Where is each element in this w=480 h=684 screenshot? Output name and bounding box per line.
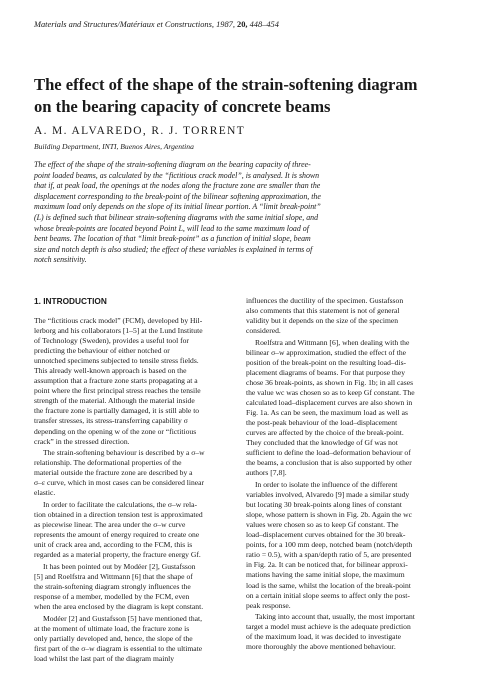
paragraph	[34, 316, 240, 447]
text-line: as piecewise linear. The area under the σ–w curve	[34, 520, 186, 530]
text-line: elastic.	[34, 488, 56, 498]
text-line: curves are affected by the choice of the break-point.	[246, 428, 404, 438]
text-line: more thoroughly the above mentioned behaviour.	[246, 642, 396, 652]
text-line: load whilst the last part of the diagram mainly	[34, 653, 175, 663]
text-line: considered.	[246, 326, 281, 336]
text-line: also comments that this statement is not of general	[246, 306, 400, 316]
paragraph	[34, 562, 240, 612]
abstract-line: displacement corresponding to the break-point of the bilinear softening approximation, the	[34, 191, 321, 201]
paragraph	[34, 500, 240, 560]
abstract-line: that if, at peak load, the openings at the nodes along the fracture zone are smaller than the	[34, 181, 321, 191]
paragraph	[246, 296, 452, 336]
text-line: ratio = 0.5), with a span/depth ratio of 5, are presented	[246, 550, 412, 560]
text-line: authors [7,8].	[246, 468, 287, 478]
text-line: The strain-softening behaviour is described by a σ–w	[43, 448, 205, 458]
text-line: the beams, a conclusion that is also supported by other	[246, 458, 412, 468]
text-line: peak response.	[246, 600, 291, 610]
text-line: response of a member, modelled by the FCM, even	[34, 592, 190, 602]
text-line: first part of the σ–w diagram is essential to the ultimate	[34, 643, 203, 653]
text-line: target a model must achieve is the adequate prediction	[246, 622, 411, 632]
title-line: on the bearing capacity of concrete beams	[34, 97, 331, 116]
text-line: The “fictitious crack model” (FCM), developed by Hil-	[34, 316, 203, 325]
section-heading: 1. INTRODUCTION	[34, 296, 107, 306]
text-line: lerborg and his collaborators [1–5] at the Lund Institute	[34, 326, 203, 336]
text-line: load–displacement curves obtained for the 30 break-	[246, 530, 406, 540]
text-line: mations having the same initial slope, the maximum	[246, 570, 405, 580]
paragraph	[246, 480, 452, 611]
text-line: position of the break-point on the resulting load–dis-	[246, 357, 407, 367]
journal-year: 1987,	[216, 20, 235, 29]
text-line: of the maximum load, it was decided to investigate	[246, 632, 402, 642]
text-line: placement diagrams of beams. For that purpose they	[246, 367, 406, 377]
text-line: This already well-known approach is based on the	[34, 366, 187, 376]
abstract-line: maximum load only depends on the slope of its initial linear portion. A “limit break-point”	[34, 202, 321, 212]
journal-pages: 448–454	[249, 20, 279, 29]
text-line: bilinear σ–w approximation, studied the effect of the	[246, 347, 406, 357]
text-line: transfer stresses, its stress-transferring capability σ	[34, 416, 188, 426]
text-line: variables involved, Alvaredo [9] made a similar study	[246, 490, 410, 500]
text-line: crack” in the stressed direction.	[34, 436, 130, 446]
text-line: unit of crack area and, according to the FCM, this is	[34, 540, 193, 550]
paper-title	[34, 74, 454, 118]
title-line: The effect of the shape of the strain-softening diagram	[34, 75, 418, 94]
text-line: represents the amount of energy required to create one	[34, 530, 200, 540]
text-line: influences the ductility of the specimen. Gustafsson	[246, 296, 404, 305]
abstract-line: whose break-points are located beyond Point L, will lead to the same maximum load of	[34, 223, 309, 233]
left-column	[34, 296, 240, 666]
paragraph	[246, 612, 452, 652]
right-column	[246, 296, 452, 654]
text-line: assumption that a fracture zone starts propagating at a	[34, 376, 198, 386]
authors: A. M. ALVAREDO, R. J. TORRENT	[34, 125, 246, 137]
paragraph	[34, 614, 240, 664]
text-line: points, for a 100 mm deep, notched beam (notch/depth	[246, 540, 413, 550]
text-line: at the moment of ultimate load, the fracture zone is	[34, 623, 190, 633]
text-line: depending on the opening w of the zone or “fictitious	[34, 426, 197, 436]
text-line: the strain-softening diagram strongly influences the	[34, 582, 191, 591]
text-line: They concluded that the knowledge of Gf was not	[246, 438, 398, 448]
journal-volume: 20,	[237, 20, 248, 29]
text-line: when the area enclosed by the diagram is kept constant.	[34, 602, 204, 612]
text-line: in Fig. 2a. It can be noticed that, for bilinear approxi-	[246, 560, 408, 570]
journal-name: Materials and Structures/Matériaux et Constructions	[34, 20, 212, 29]
text-line: the value wc was chosen so as to keep Gf constant. The	[246, 388, 415, 398]
text-line: strength of the material. Although the material inside	[34, 396, 195, 406]
text-line: chose 36 break-points, as shown in Fig. 1b; in all cases	[246, 377, 414, 387]
text-line: the post-peak behaviour of the load–displacement	[246, 418, 398, 428]
text-line: regarded as a material property, the fracture energy Gf.	[34, 550, 201, 560]
affiliation: Building Department, INTI, Buenos Aires, Argentina	[34, 142, 194, 151]
paragraph	[246, 338, 452, 479]
text-line: slope, whose pattern is shown in Fig. 2b. Again the wc	[246, 510, 412, 520]
text-line: sufficient to define the load–deformation behaviour of	[246, 448, 411, 458]
text-line: It has been pointed out by Modéer [2], Gustafsson	[43, 561, 196, 571]
abstract-line: (L) is defined such that bilinear strain-softening diagrams with the same initial slope, and	[34, 212, 319, 222]
text-line: Modéer [2] and Gustafsson [5] have mentioned that,	[43, 613, 203, 623]
text-line: values were chosen so as to keep Gf constant. The	[246, 520, 399, 530]
text-line: point where the first principal stress reaches the tensile	[34, 386, 201, 396]
text-line: but locating 30 break-points along lines of constant	[246, 500, 402, 510]
text-line: Fig. 1a. As can be seen, the maximum load as well as	[246, 408, 408, 418]
text-line: unnotched specimens subjected to tensile stress fields.	[34, 356, 199, 366]
journal-reference: Materials and Structures/Matériaux et Constructions, 1987, 20, 448–454	[34, 20, 279, 29]
text-line: calculated load–displacement curves are also shown in	[246, 398, 413, 408]
text-line: tion obtained in a direction tension test is approximated	[34, 510, 203, 520]
text-line: relationship. The deformational properties of the	[34, 458, 182, 468]
text-line: [5] and Roelfstra and Wittmann [6] that the shape of	[34, 571, 193, 581]
text-line: In order to isolate the influence of the different	[255, 480, 398, 490]
text-line: predicting the behaviour of either notched or	[34, 346, 170, 356]
abstract-line: bent beams. The location of that “limit break-point” as a function of initial slope, beam	[34, 234, 311, 244]
abstract	[34, 160, 448, 266]
text-line: material outside the fracture zone are described by a	[34, 468, 193, 478]
text-line: Taking into account that, usually, the most important	[255, 612, 415, 622]
abstract-line: The effect of the shape of the strain-softening diagram on the bearing capacity of three-	[34, 160, 311, 169]
text-line: σ–ε curve, which in most cases can be considered linear	[34, 478, 205, 488]
text-line: Roelfstra and Wittmann [6], when dealing with the	[255, 337, 410, 347]
abstract-line: point loaded beams, as calculated by the “fictitious crack model”, is analysed. It is shown	[34, 170, 320, 180]
text-line: on a certain initial slope seems to affect only the post-	[246, 590, 410, 600]
text-line: the fracture zone is partially damaged, it is still able to	[34, 406, 200, 416]
text-line: only partially developed and, hence, the slope of the	[34, 633, 193, 643]
text-line: load is the same, whilst the location of the break-point	[246, 580, 411, 590]
paragraph	[34, 448, 240, 498]
text-line: of Technology (Sweden), provides a useful tool for	[34, 336, 189, 346]
abstract-line: notch sensitivity.	[34, 255, 87, 265]
text-line: In order to facilitate the calculations, the σ–w rela-	[43, 500, 198, 510]
abstract-line: size and notch depth is also studied; the effect of these variables is explained in terms of	[34, 244, 313, 254]
text-line: validity but it depends on the size of the specimen	[246, 316, 399, 326]
